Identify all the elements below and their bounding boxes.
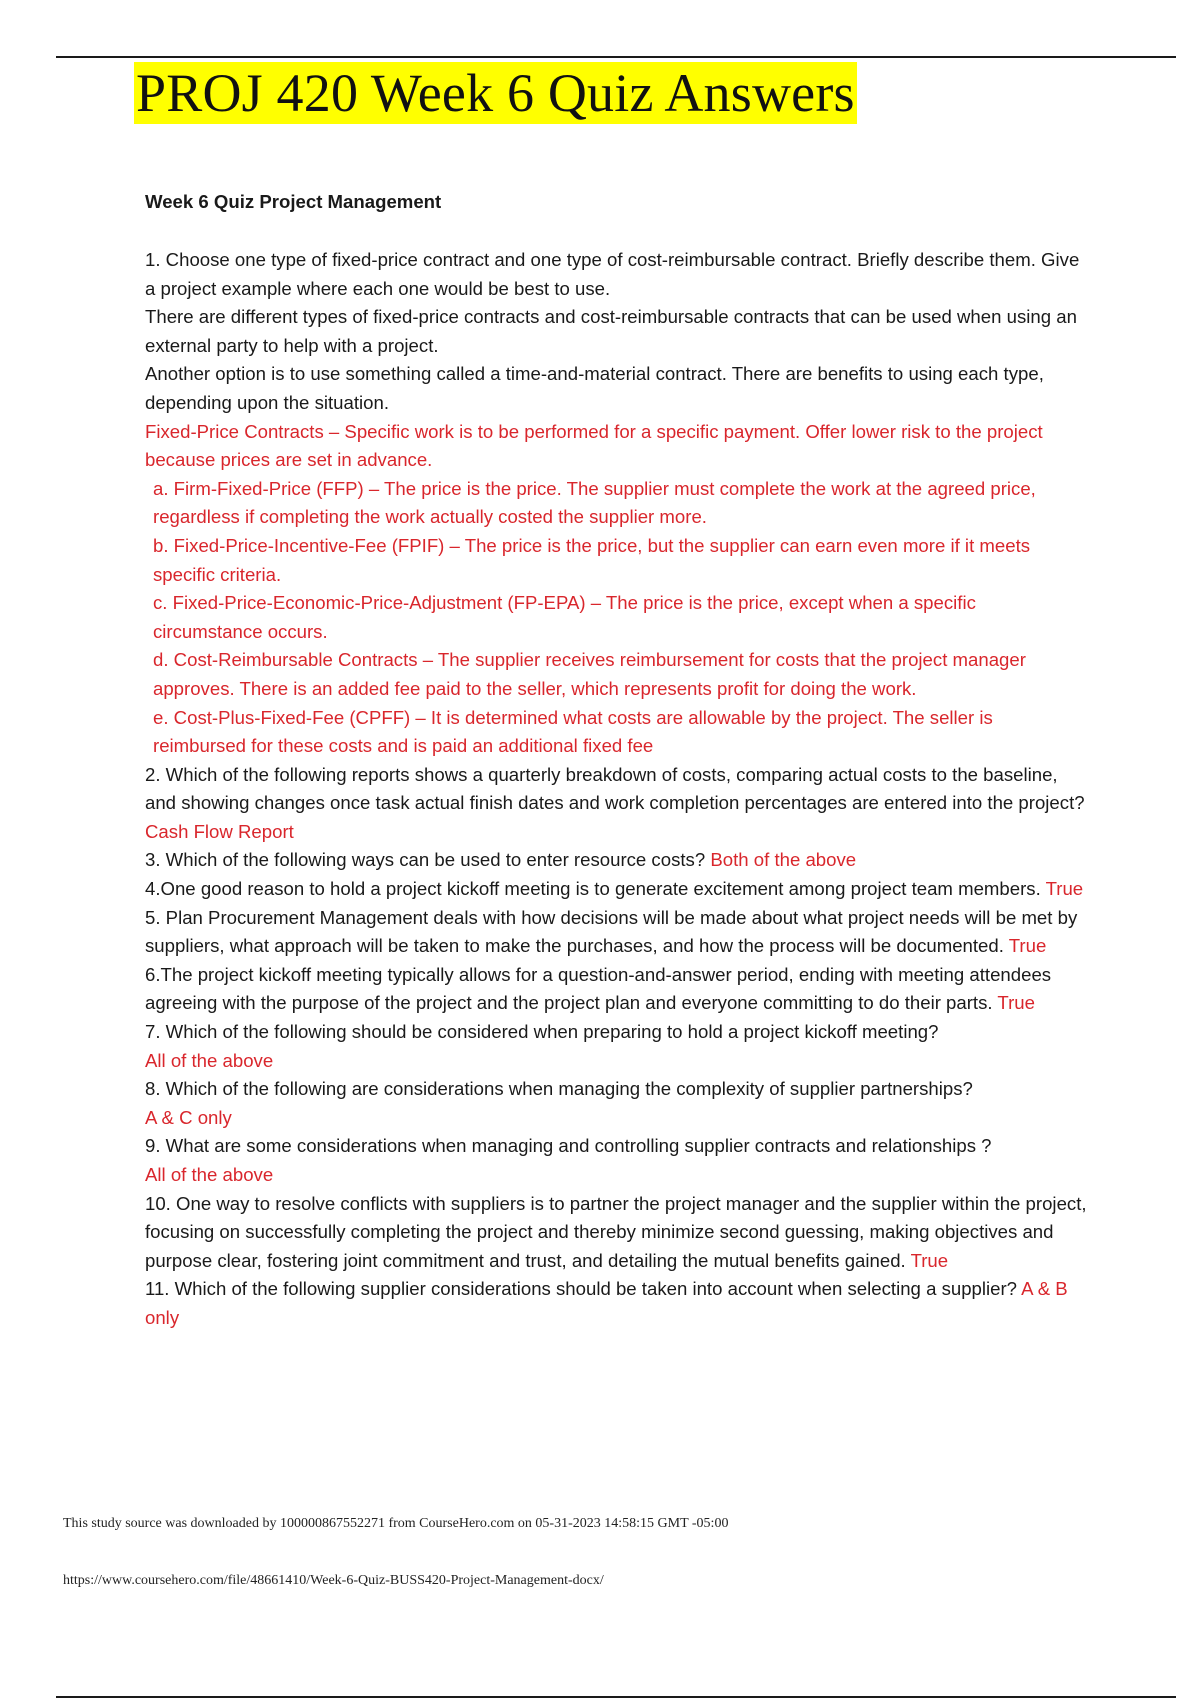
answer-1-cpff: e. Cost-Plus-Fixed-Fee (CPFF) – It is determined what costs are allowable by the project. The seller is reimbursed for these costs and is paid an additional fixed fee — [153, 706, 993, 757]
answer-7: All of the above — [145, 1049, 274, 1071]
question-2 — [145, 761, 1090, 847]
question-10 — [145, 1190, 1090, 1276]
question-3-text: 3. Which of the following ways can be used to enter resource costs? — [145, 849, 706, 871]
question-8: 8. Which of the following are considerations when managing the complexity of supplier partnerships? — [145, 1078, 973, 1100]
answer-6: True — [997, 992, 1035, 1014]
question-4-text: 4.One good reason to hold a project kickoff meeting is to generate excitement among project team members. — [145, 878, 1041, 900]
question-11-text: 11. Which of the following supplier considerations should be taken into account when selecting a supplier? — [145, 1278, 1018, 1300]
answer-8: A & C only — [145, 1106, 232, 1128]
source-notice: This study source was downloaded by 100000867552271 from CourseHero.com on 05-31-2023 14:58:15 GMT -05:00 — [63, 1516, 729, 1531]
answer-1-fixed-price: Fixed-Price Contracts – Specific work is to be performed for a specific payment. Offer lower risk to the project because prices are set in advance. — [145, 420, 1043, 471]
question-1-intro-1: There are different types of fixed-price contracts and cost-reimbursable contracts that can be used when using an external party to help with a project. — [145, 306, 1077, 356]
question-1: 1. Choose one type of fixed-price contract and one type of cost-reimbursable contract. Briefly describe them. Give a project example where each one would be best to use. — [145, 249, 1080, 299]
answer-5: True — [1008, 935, 1047, 957]
question-5-text: 5. Plan Procurement Management deals with how decisions will be made about what project needs will be met by suppliers, what approach will be taken to make the purchases, and how the process will be documented. — [145, 906, 1078, 957]
question-11 — [145, 1275, 1090, 1332]
question-1-intro-2: Another option is to use something called a time-and-material contract. There are benefits to using each type, depending upon the situation. — [145, 363, 1044, 413]
answer-2: Cash Flow Report — [145, 820, 294, 842]
question-9: 9. What are some considerations when managing and controlling supplier contracts and relationships ? — [145, 1135, 992, 1157]
question-5 — [145, 904, 1090, 961]
answer-1-fp-epa: c. Fixed-Price-Economic-Price-Adjustment (FP-EPA) – The price is the price, except when a specific circumstance occurs. — [153, 592, 976, 642]
document-title: PROJ 420 Week 6 Quiz Answers — [136, 63, 855, 123]
question-3 — [145, 846, 1090, 875]
answer-11: A & B only — [145, 1278, 1068, 1328]
answer-3: Both of the above — [710, 849, 857, 871]
question-4 — [145, 875, 1090, 904]
answer-1-cost-reimbursable: d. Cost-Reimbursable Contracts – The supplier receives reimbursement for costs that the project manager approves. There is an added fee paid to the seller, which represents profit for doing the work. — [153, 649, 1026, 699]
question-6-text: 6.The project kickoff meeting typically allows for a question-and-answer period, ending with meeting attendees agreeing with the purpose of the project and the project plan and everyone committing to do their parts. — [145, 963, 1052, 1014]
document-body — [145, 188, 1090, 1333]
question-6 — [145, 961, 1090, 1018]
bottom-rule — [56, 1696, 1176, 1698]
document-subtitle: Week 6 Quiz Project Management — [145, 191, 442, 212]
answer-4: True — [1045, 878, 1084, 900]
title-block — [134, 62, 857, 124]
question-7: 7. Which of the following should be considered when preparing to hold a project kickoff meeting? — [145, 1021, 939, 1043]
question-2-text: 2. Which of the following reports shows a quarterly breakdown of costs, comparing actual costs to the baseline, and showing changes once task actual finish dates and work completion percentages are entered into the project? — [145, 763, 1085, 814]
answer-1-fpif: b. Fixed-Price-Incentive-Fee (FPIF) – The price is the price, but the supplier can earn even more if it meets specific criteria. — [153, 534, 1031, 585]
answer-1-ffp: a. Firm-Fixed-Price (FFP) – The price is the price. The supplier must complete the work at the agreed price, regardless if completing the work actually costed the supplier more. — [153, 477, 1036, 528]
top-rule — [56, 56, 1176, 58]
question-10-text: 10. One way to resolve conflicts with suppliers is to partner the project manager and the supplier within the project, focusing on successfully completing the project and thereby minimize second guessing, making objectives and purpose clear, fostering joint commitment and trust, and detailing the mutual benefits gained. — [145, 1192, 1087, 1271]
answer-9: All of the above — [145, 1164, 274, 1185]
source-url: https://www.coursehero.com/file/48661410/Week-6-Quiz-BUSS420-Project-Management-docx/ — [63, 1573, 604, 1588]
answer-10: True — [910, 1249, 949, 1271]
